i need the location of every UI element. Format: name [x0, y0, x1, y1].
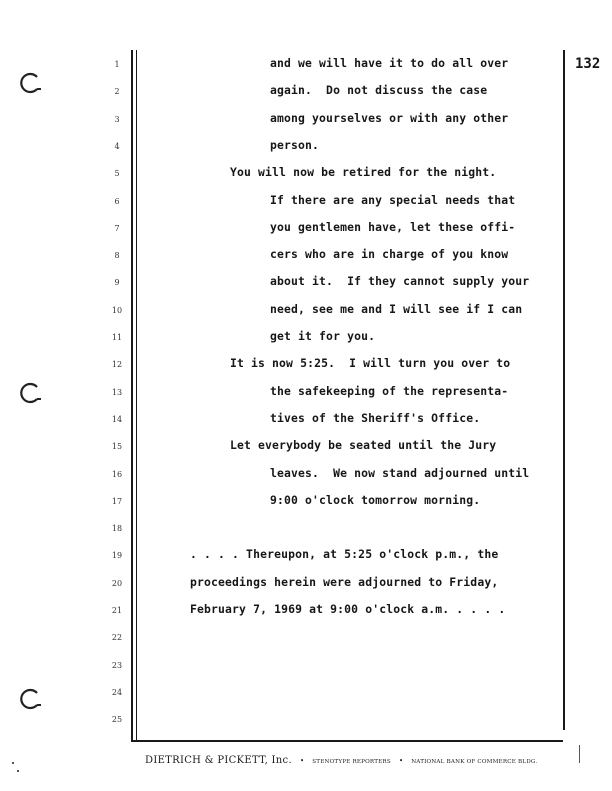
line-number: 18 [111, 524, 123, 533]
transcript-line: again. Do not discuss the case [270, 83, 488, 97]
transcript-line: need, see me and I will see if I can [270, 302, 523, 316]
bottom-rule [131, 740, 563, 742]
transcript-line: 9:00 o'clock tomorrow morning. [270, 493, 481, 507]
transcript-line: Let everybody be seated until the Jury [230, 438, 497, 452]
binder-hole-icon [17, 380, 43, 406]
footer-service: STENOTYPE REPORTERS [312, 759, 391, 765]
line-number: 8 [114, 251, 120, 260]
line-number: 2 [114, 87, 120, 96]
margin-speck [17, 770, 19, 772]
binder-hole-icon [17, 686, 43, 712]
page-number: 132 [575, 56, 601, 72]
line-number: 16 [111, 470, 123, 479]
line-number: 7 [114, 224, 120, 233]
footer-bullet: • [300, 757, 305, 765]
line-number: 13 [111, 388, 123, 397]
transcript-line: among yourselves or with any other [270, 111, 509, 125]
footer [145, 748, 560, 767]
transcript-line: leaves. We now stand adjourned until [270, 466, 530, 480]
line-number: 24 [111, 688, 123, 697]
margin-speck [12, 762, 14, 764]
margin-mark [579, 745, 580, 763]
line-number: 25 [111, 715, 123, 724]
line-number: 12 [111, 360, 123, 369]
line-number: 20 [111, 579, 123, 588]
line-number: 9 [114, 278, 120, 287]
line-number: 17 [111, 497, 123, 506]
left-margin-rule-inner [136, 50, 137, 742]
transcript-line: the safekeeping of the representa- [270, 384, 509, 398]
line-number: 15 [111, 442, 123, 451]
transcript-line: person. [270, 138, 320, 152]
transcript-line: proceedings herein were adjourned to Friday, [190, 575, 499, 589]
right-margin-rule [563, 50, 565, 730]
line-number: 1 [114, 60, 120, 69]
transcript-line: February 7, 1969 at 9:00 o'clock a.m. . . . . [190, 602, 506, 616]
footer-firm: DIETRICH & PICKETT, Inc. [145, 755, 292, 766]
footer-address: NATIONAL BANK OF COMMERCE BLDG. [411, 759, 538, 765]
line-number: 5 [114, 169, 120, 178]
line-number: 14 [111, 415, 123, 424]
line-number: 11 [111, 333, 123, 342]
transcript-line: You will now be retired for the night. [230, 165, 497, 179]
transcript-line: . . . . Thereupon, at 5:25 o'clock p.m., the [190, 547, 499, 561]
footer-bullet: • [398, 757, 404, 765]
line-number: 22 [111, 633, 123, 642]
line-number: 4 [114, 142, 120, 151]
transcript-line: get it for you. [270, 329, 376, 343]
transcript-line: about it. If they cannot supply your [270, 274, 530, 288]
line-number: 21 [111, 606, 123, 615]
left-margin-rule [131, 50, 133, 742]
transcript-line: It is now 5:25. I will turn you over to [230, 356, 511, 370]
transcript-line: If there are any special needs that [270, 193, 516, 207]
transcript-line: cers who are in charge of you know [270, 247, 509, 261]
transcript-line: and we will have it to do all over [270, 56, 509, 70]
line-number: 23 [111, 661, 123, 670]
line-number: 10 [111, 306, 123, 315]
line-number: 3 [114, 115, 120, 124]
line-number: 6 [114, 197, 120, 206]
line-number: 19 [111, 551, 123, 560]
binder-hole-icon [17, 70, 43, 96]
transcript-line: tives of the Sheriff's Office. [270, 411, 481, 425]
transcript-line: you gentlemen have, let these offi- [270, 220, 516, 234]
